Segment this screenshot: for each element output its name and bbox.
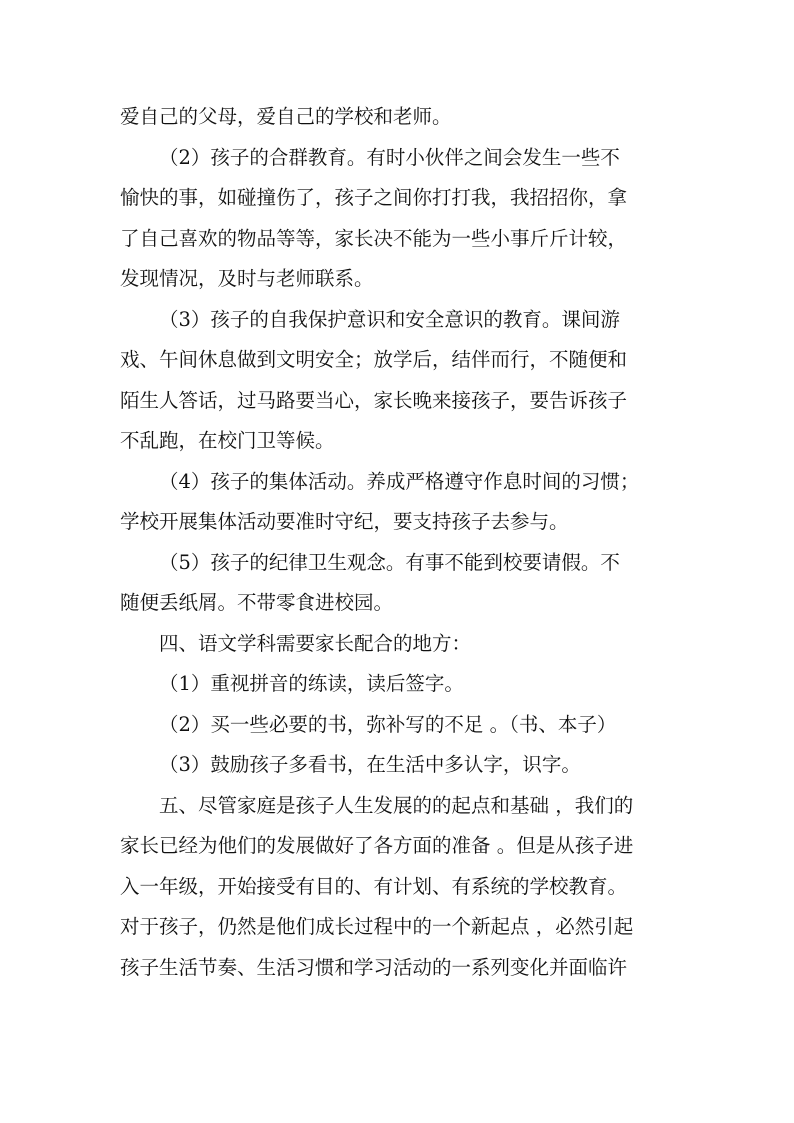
text-line: （4）孩子的集体活动。养成严格遵守作息时间的习惯； [159, 469, 640, 493]
text-line: （3）鼓励孩子多看书，在生活中多认字，识字。 [159, 753, 581, 776]
text-line: 发现情况，及时与老师联系。 [120, 267, 374, 290]
text-line: 陌生人答话，过马路要当心，家长晚来接孩子，要告诉孩子 [120, 388, 628, 412]
text-line: （1）重视拼音的练读，读后签字。 [159, 672, 464, 695]
text-line: 不乱跑，在校门卫等候。 [120, 429, 335, 452]
text-line: （2）孩子的合群教育。有时小伙伴之间会发生一些不 [159, 145, 620, 169]
text-line: 了自己喜欢的物品等等，家长决不能为一些小事斤斤计较， [120, 226, 628, 250]
document-body [120, 97, 680, 988]
text-line: 家长已经为他们的发展做好了各方面的准备 。但是从孩子进 [120, 834, 634, 857]
text-line: 五、尽管家庭是孩子人生发展的的起点和基础 ，我们的 [159, 793, 634, 817]
text-line: 爱自己的父母，爱自己的学校和老师。 [120, 105, 452, 128]
text-line: （2）买一些必要的书，弥补写的不足 。（书、本子） [159, 712, 617, 736]
text-line: （5）孩子的纪律卫生观念。有事不能到校要请假。不 [159, 550, 620, 574]
text-line: 愉快的事，如碰撞伤了，孩子之间你打打我，我招招你，拿 [120, 186, 628, 209]
text-line: 对于孩子，仍然是他们成长过程中的一个新起点 ，必然引起 [120, 915, 634, 938]
text-line: （3）孩子的自我保护意识和安全意识的教育。课间游 [159, 307, 620, 331]
text-line: 四、语文学科需要家长配合的地方： [159, 631, 472, 655]
text-line: 戏、午间休息做到文明安全；放学后，结伴而行，不随便和 [120, 348, 628, 371]
text-line: 入一年级，开始接受有目的、有计划、有系统的学校教育。 [120, 874, 628, 898]
text-line: 随便丢纸屑。不带零食进校园。 [120, 591, 394, 614]
text-line: 孩子生活节奏、生活习惯和学习活动的一系列变化并面临许 [120, 955, 628, 979]
text-line: 学校开展集体活动要准时守纪，要支持孩子去参与。 [120, 510, 569, 533]
